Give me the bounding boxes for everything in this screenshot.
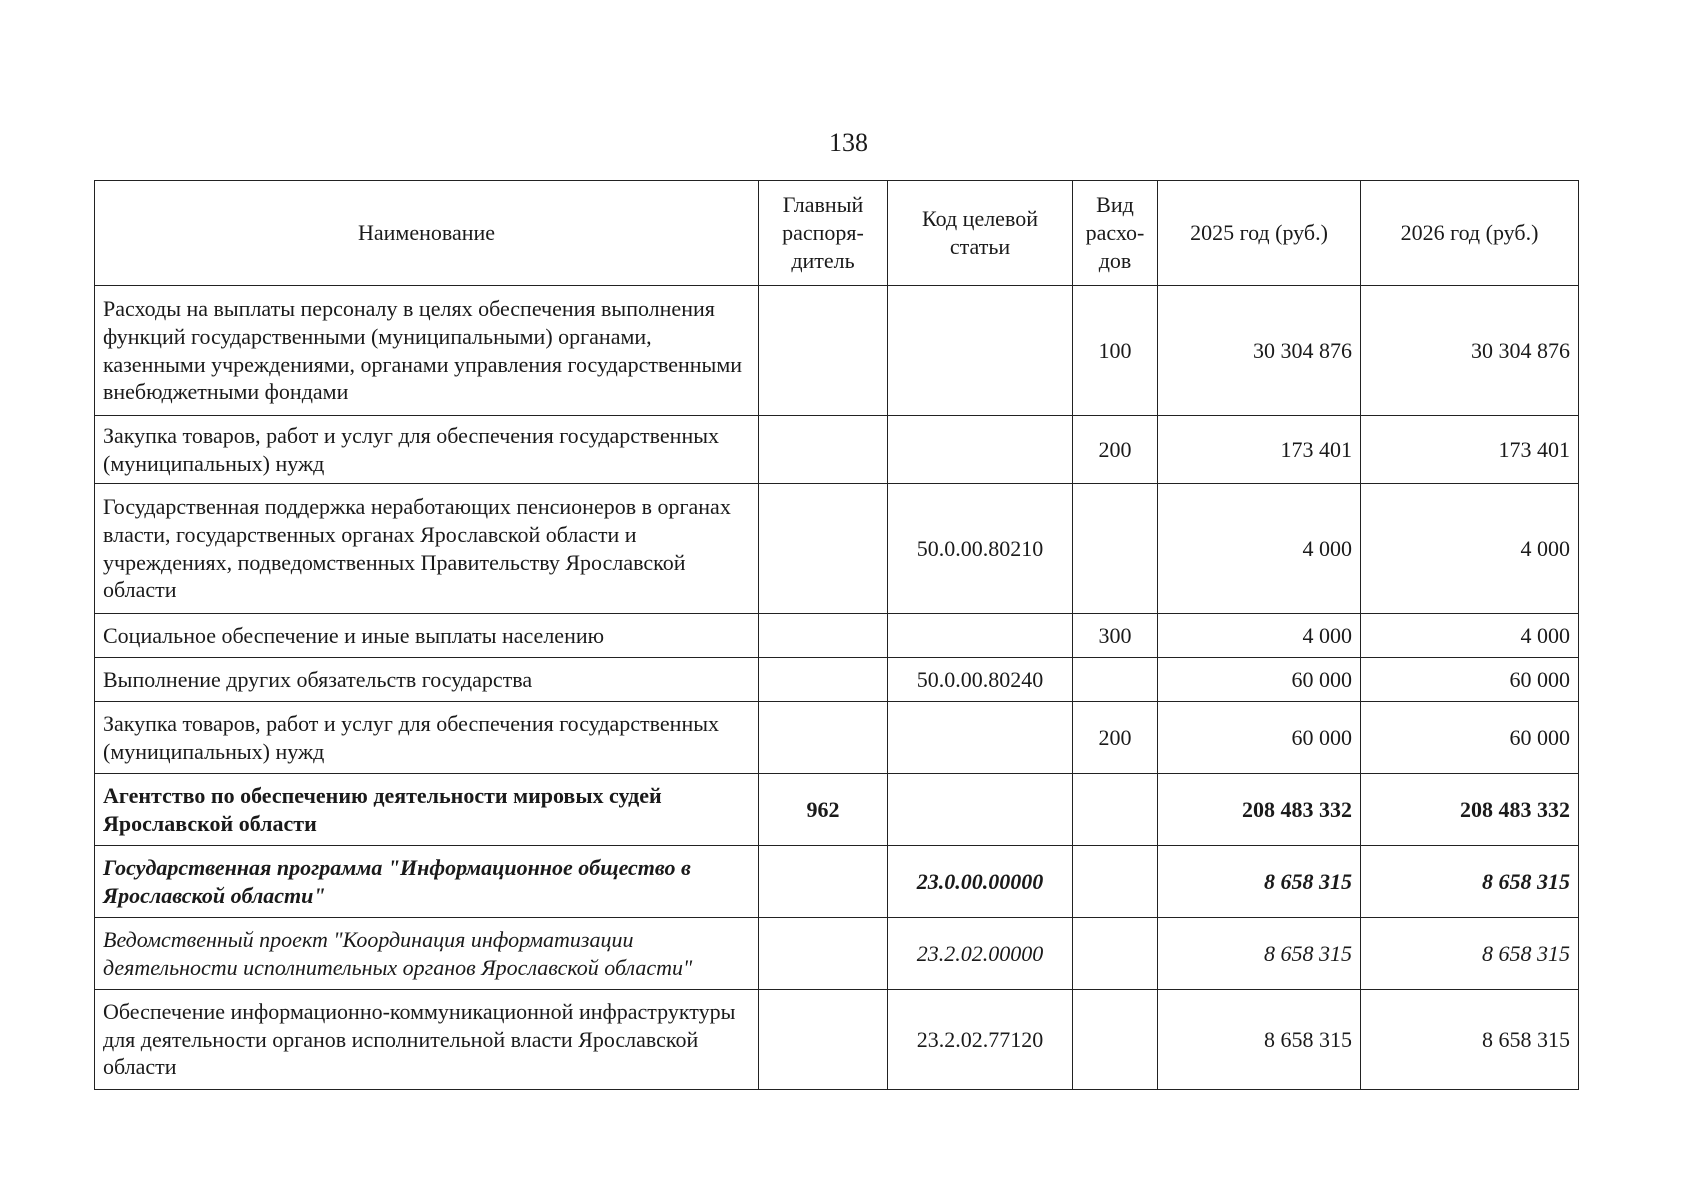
row-2026: 208 483 332 [1361,774,1579,846]
row-manager [759,614,888,658]
row-name: Обеспечение информационно-коммуникационной инфраструктуры для деятельности органов исполнительной власти Ярославской области [95,990,759,1090]
row-manager [759,286,888,416]
row-type [1073,846,1158,918]
row-2026: 60 000 [1361,658,1579,702]
row-type: 200 [1073,702,1158,774]
row-name: Социальное обеспечение и иные выплаты населению [95,614,759,658]
header-manager: Главный распоря-дитель [759,181,888,286]
row-2025: 8 658 315 [1158,918,1361,990]
row-manager [759,484,888,614]
row-type: 100 [1073,286,1158,416]
table-row [95,702,1579,774]
table-row [95,658,1579,702]
table-row [95,614,1579,658]
row-type [1073,658,1158,702]
row-code [888,416,1073,484]
budget-table [94,180,1579,1090]
row-type [1073,990,1158,1090]
row-name: Ведомственный проект "Координация информатизации деятельности исполнительных органов Ярославской области" [95,918,759,990]
row-code [888,286,1073,416]
header-2025: 2025 год (руб.) [1158,181,1361,286]
row-manager [759,918,888,990]
row-2025: 8 658 315 [1158,846,1361,918]
row-manager [759,658,888,702]
row-2025: 60 000 [1158,658,1361,702]
row-2025: 173 401 [1158,416,1361,484]
page-number: 138 [829,128,868,157]
row-type: 200 [1073,416,1158,484]
row-2026: 8 658 315 [1361,990,1579,1090]
row-code: 50.0.00.80210 [888,484,1073,614]
table-header-row [95,181,1579,286]
row-type [1073,484,1158,614]
row-name: Выполнение других обязательств государства [95,658,759,702]
row-manager [759,416,888,484]
row-name: Расходы на выплаты персоналу в целях обеспечения выполнения функций государственными (муниципальными) органами, казенными учреждениями, органами управления государственными внебюджетными фондами [95,286,759,416]
table-row [95,416,1579,484]
header-type: Вид расхо-дов [1073,181,1158,286]
row-manager: 962 [759,774,888,846]
row-2026: 60 000 [1361,702,1579,774]
row-2026: 173 401 [1361,416,1579,484]
row-2025: 8 658 315 [1158,990,1361,1090]
header-2026: 2026 год (руб.) [1361,181,1579,286]
row-2026: 8 658 315 [1361,846,1579,918]
row-code: 23.0.00.00000 [888,846,1073,918]
table-row [95,990,1579,1090]
row-type: 300 [1073,614,1158,658]
row-name: Агентство по обеспечению деятельности мировых судей Ярославской области [95,774,759,846]
row-2026: 4 000 [1361,614,1579,658]
row-manager [759,702,888,774]
row-code [888,702,1073,774]
row-2026: 8 658 315 [1361,918,1579,990]
row-code: 50.0.00.80240 [888,658,1073,702]
row-manager [759,990,888,1090]
row-type [1073,774,1158,846]
row-code: 23.2.02.00000 [888,918,1073,990]
row-name: Государственная программа "Информационное общество в Ярославской области" [95,846,759,918]
header-code: Код целевой статьи [888,181,1073,286]
row-code [888,774,1073,846]
table-row [95,918,1579,990]
row-2025: 30 304 876 [1158,286,1361,416]
row-2025: 4 000 [1158,484,1361,614]
table-row [95,846,1579,918]
row-type [1073,918,1158,990]
table-row [95,774,1579,846]
table-row [95,286,1579,416]
row-2025: 208 483 332 [1158,774,1361,846]
row-2026: 4 000 [1361,484,1579,614]
row-name: Закупка товаров, работ и услуг для обеспечения государственных (муниципальных) нужд [95,702,759,774]
table-row [95,484,1579,614]
row-name: Государственная поддержка неработающих пенсионеров в органах власти, государственных органах Ярославской области и учреждениях, подведомственных Правительству Ярославской области [95,484,759,614]
header-name: Наименование [95,181,759,286]
row-manager [759,846,888,918]
row-name: Закупка товаров, работ и услуг для обеспечения государственных (муниципальных) нужд [95,416,759,484]
row-code [888,614,1073,658]
row-2025: 60 000 [1158,702,1361,774]
row-code: 23.2.02.77120 [888,990,1073,1090]
row-2026: 30 304 876 [1361,286,1579,416]
row-2025: 4 000 [1158,614,1361,658]
